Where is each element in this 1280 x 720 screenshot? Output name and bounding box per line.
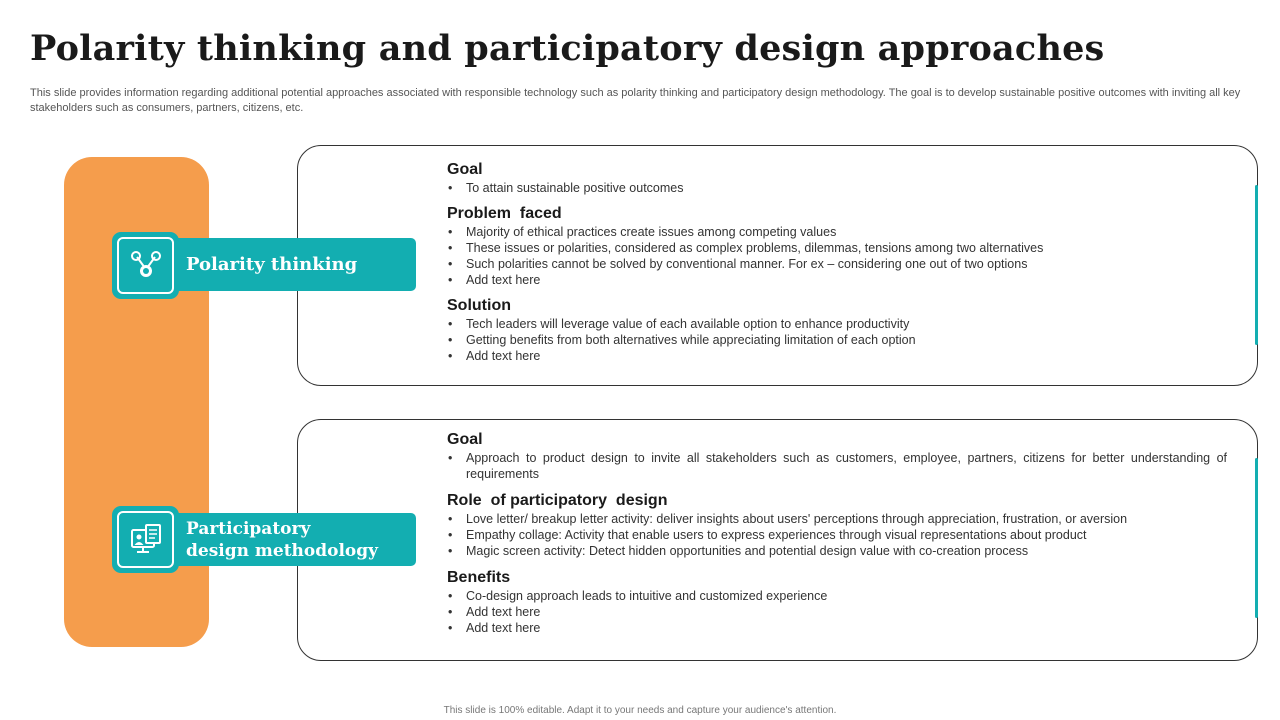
polarity-label-bar xyxy=(170,238,416,291)
benefits-section xyxy=(447,568,1227,636)
problem-section xyxy=(447,204,1227,288)
bullet-item: • To attain sustainable positive outcomes xyxy=(447,180,1227,196)
bullet-item: • Getting benefits from both alternatives while appreciating limitation of each option xyxy=(447,332,1227,348)
bullet-item: • Approach to product design to invite all stakeholders such as customers, employee, partners, citizens for better understanding of requirements xyxy=(447,450,1227,482)
section-title: Role of participatory design xyxy=(447,492,668,509)
solution-section xyxy=(447,296,1227,364)
bullet-item: • Majority of ethical practices create issues among competing values xyxy=(447,224,1227,240)
polarity-accent-line xyxy=(1255,185,1258,345)
section-title: Goal xyxy=(447,431,483,448)
polarity-icon-box xyxy=(112,232,179,299)
network-nodes-icon xyxy=(126,246,166,286)
section-title: Goal xyxy=(447,161,483,178)
participatory-icon-box xyxy=(112,506,179,573)
bullet-item: • Magic screen activity: Detect hidden opportunities and potential design value with co-creation process xyxy=(447,543,1227,559)
bullet-item: • Tech leaders will leverage value of each available option to enhance productivity xyxy=(447,316,1227,332)
bullet-item: • Add text here xyxy=(447,620,1227,636)
page-title: Polarity thinking and participatory design approaches xyxy=(30,28,1105,69)
bullet-item: • Co-design approach leads to intuitive and customized experience xyxy=(447,588,1227,604)
participatory-label-line1: Participatory xyxy=(186,518,311,539)
bullet-item: • Add text here xyxy=(447,348,1227,364)
polarity-content xyxy=(447,160,1227,364)
bullet-item: • Add text here xyxy=(447,272,1227,288)
section-title: Solution xyxy=(447,297,511,314)
goal-section xyxy=(447,160,1227,196)
section-title: Benefits xyxy=(447,569,511,586)
role-section xyxy=(447,491,1227,559)
participatory-label-line2: design methodology xyxy=(186,540,379,561)
goal-section xyxy=(447,430,1227,482)
participatory-label-bar xyxy=(170,513,416,566)
bullet-item: • Add text here xyxy=(447,604,1227,620)
bullet-item: • These issues or polarities, considered as complex problems, dilemmas, tensions among two alternatives xyxy=(447,240,1227,256)
bullet-item: • Love letter/ breakup letter activity: deliver insights about users' perceptions through appreciation, frustration, or aversion xyxy=(447,511,1227,527)
participatory-content xyxy=(447,430,1227,636)
bullet-item: • Such polarities cannot be solved by conventional manner. For ex – considering one out of two options xyxy=(447,256,1227,272)
section-title: Problem faced xyxy=(447,205,562,222)
polarity-label: Polarity thinking xyxy=(186,254,358,275)
orange-side-bar xyxy=(64,157,209,647)
participatory-accent-line xyxy=(1255,458,1258,618)
footer-note: This slide is 100% editable. Adapt it to your needs and capture your audience's attention. xyxy=(443,705,837,716)
team-document-icon xyxy=(126,520,166,560)
bullet-item: • Empathy collage: Activity that enable users to express experiences through visual representations about product xyxy=(447,527,1227,543)
page-subtitle: This slide provides information regarding additional potential approaches associated with responsible technology such as polarity thinking and participatory design methodology. The goal is to develop sustainable positive outcomes with inviting all key stakeholders such as consumers, partners, citizens, etc. xyxy=(30,87,1241,114)
